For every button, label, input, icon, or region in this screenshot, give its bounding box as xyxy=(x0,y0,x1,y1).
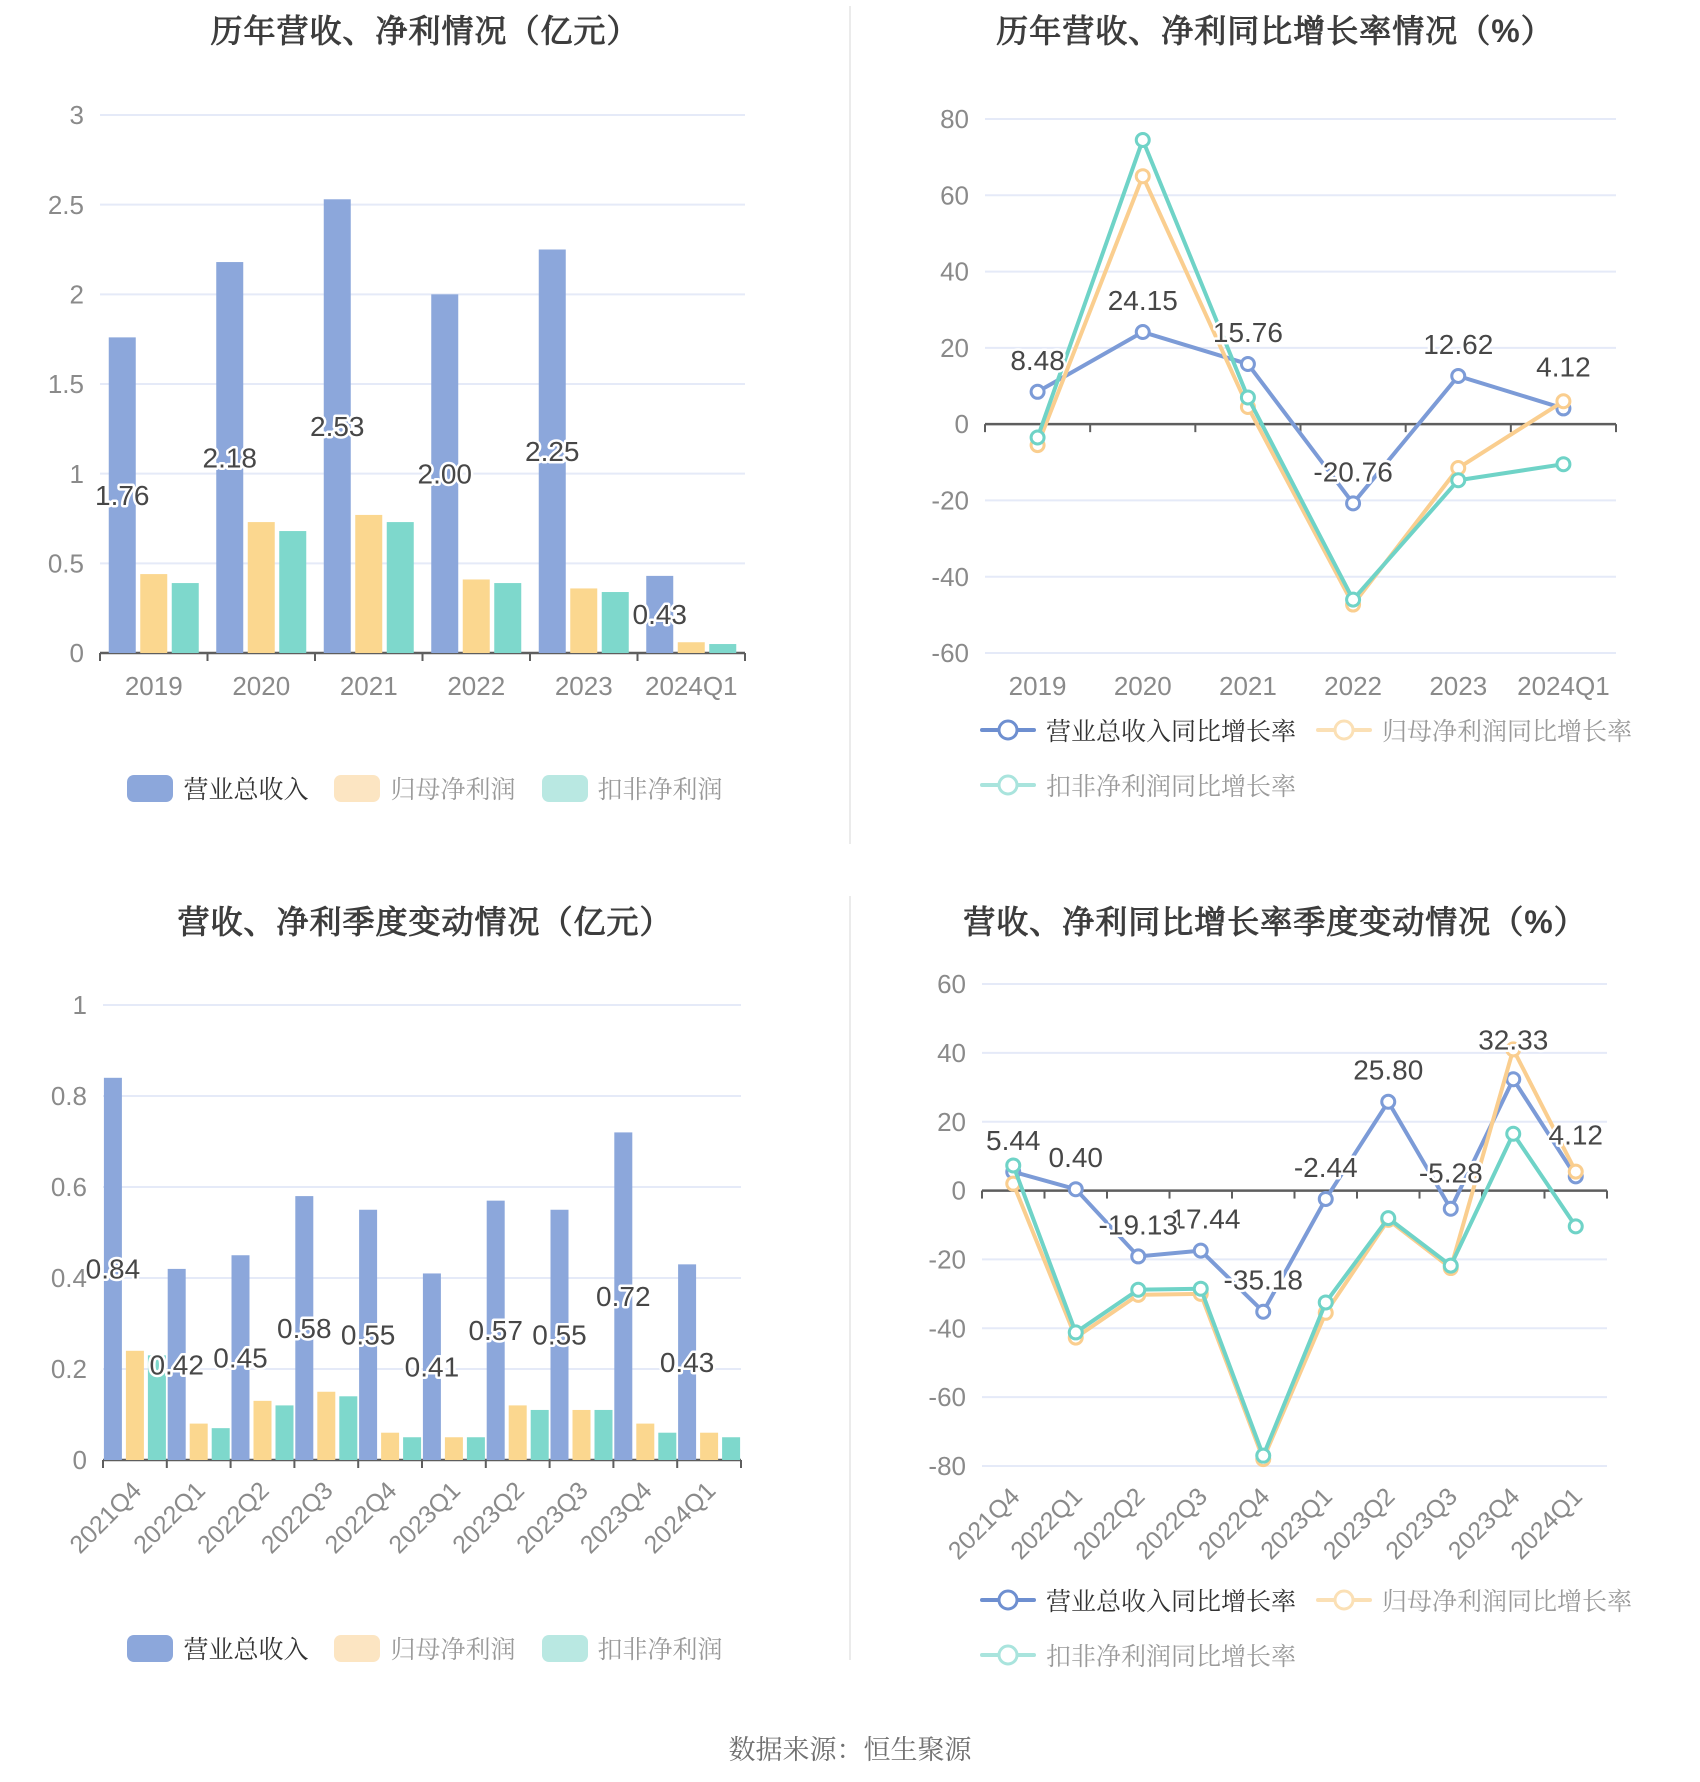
deducted-profit-bar xyxy=(709,644,736,653)
y-axis-label: -80 xyxy=(928,1451,966,1482)
value-label: 25.80 xyxy=(1353,1054,1424,1086)
value-label: -35.18 xyxy=(1223,1264,1303,1296)
value-label: 2.00 xyxy=(417,458,472,490)
legend-item-label: 营业总收入 xyxy=(183,776,309,804)
legend-item-营业总收入同比增长率[interactable] xyxy=(980,712,1296,748)
line-marker xyxy=(1136,133,1149,146)
line-marker xyxy=(1194,1282,1207,1295)
net-profit-bar xyxy=(381,1433,399,1460)
value-label: 2.18 xyxy=(202,442,257,474)
value-label: -2.44 xyxy=(1293,1151,1358,1183)
x-axis-label: 2020 xyxy=(1113,671,1172,701)
x-axis-label: 2022 xyxy=(447,671,506,701)
x-axis-label: 2021Q4 xyxy=(942,1482,1026,1566)
x-axis-label: 2023Q2 xyxy=(447,1476,530,1560)
line-marker xyxy=(1569,1165,1582,1178)
line-marker xyxy=(1007,1159,1020,1172)
value-label: 24.15 xyxy=(1107,285,1178,317)
net-profit-bar xyxy=(570,588,597,653)
y-axis-label: -20 xyxy=(931,485,969,516)
chart-title-quarterly-growth: 营收、净利同比增长率季度变动情况（%） xyxy=(963,904,1587,940)
x-axis-label: 2023Q3 xyxy=(1380,1482,1463,1566)
net-profit-bar xyxy=(678,642,705,653)
x-axis-label: 2023 xyxy=(554,671,613,701)
x-axis-label: 2021Q4 xyxy=(64,1476,148,1560)
line-marker xyxy=(1031,431,1044,444)
legend-item-营业总收入[interactable] xyxy=(127,1630,308,1666)
line-marker xyxy=(1452,474,1465,487)
deducted-profit-bar xyxy=(212,1428,230,1460)
x-axis-label: 2022Q2 xyxy=(1067,1482,1151,1566)
value-label: 32.33 xyxy=(1478,1024,1549,1056)
y-axis-label: 2 xyxy=(69,279,84,310)
value-label: -5.28 xyxy=(1418,1157,1483,1189)
legend-line-icon xyxy=(980,771,1036,799)
value-label: 0.43 xyxy=(659,1346,715,1378)
value-label: 0.72 xyxy=(596,1281,651,1312)
line-marker xyxy=(1241,358,1254,371)
legend-swatch-icon xyxy=(542,775,588,802)
legend-swatch-icon xyxy=(334,1635,380,1662)
y-axis-label: -60 xyxy=(931,638,969,669)
value-label: 0.84 xyxy=(85,1253,141,1285)
line-marker xyxy=(1069,1326,1082,1339)
net-profit-bar xyxy=(636,1424,654,1460)
x-axis-label: 2022Q4 xyxy=(319,1476,403,1560)
legend-item-label: 营业总收入 xyxy=(183,1636,309,1664)
deducted-profit-bar xyxy=(602,592,629,653)
value-label: 4.12 xyxy=(1548,1119,1603,1151)
y-axis-label: 1.5 xyxy=(47,369,84,400)
line-marker xyxy=(1069,1183,1082,1196)
y-axis-label: 0.4 xyxy=(50,1263,87,1294)
y-axis-label: -60 xyxy=(928,1382,966,1413)
y-axis-label: 1 xyxy=(72,990,87,1021)
value-label: 12.62 xyxy=(1423,329,1494,361)
x-axis-label: 2023 xyxy=(1429,671,1488,701)
legend-row xyxy=(980,712,1632,748)
panel-quarterly-amounts xyxy=(0,891,850,1782)
line-marker xyxy=(1136,326,1149,339)
deducted-profit-line xyxy=(1038,140,1564,600)
x-axis-label: 2023Q1 xyxy=(1255,1482,1338,1566)
value-label: 0.55 xyxy=(340,1319,396,1351)
legend-line-icon xyxy=(980,1586,1036,1614)
legend-item-归母净利润同比增长率[interactable] xyxy=(1316,712,1632,748)
legend-swatch-icon xyxy=(127,775,173,802)
legend-item-归母净利润[interactable] xyxy=(334,770,515,806)
value-label: 4.12 xyxy=(1536,351,1591,383)
net-profit-bar xyxy=(355,515,382,653)
panel-yearly-amounts xyxy=(0,0,850,891)
legend-yearly-amounts xyxy=(0,770,850,806)
deducted-profit-bar xyxy=(595,1410,613,1460)
line-marker xyxy=(1452,370,1465,383)
yearly-amounts-chart xyxy=(0,0,850,891)
y-axis-label: 0 xyxy=(72,1445,87,1476)
line-marker xyxy=(1031,385,1044,398)
deducted-profit-bar xyxy=(467,1437,485,1460)
x-axis-label: 2021 xyxy=(1218,671,1277,701)
legend-line-icon xyxy=(1316,716,1372,744)
y-axis-label: 0.8 xyxy=(50,1081,87,1112)
y-axis-label: 60 xyxy=(937,969,966,1000)
x-axis-label: 2022Q1 xyxy=(1005,1482,1088,1566)
line-marker xyxy=(1132,1283,1145,1296)
value-label: 2.53 xyxy=(310,410,365,442)
y-axis-label: 20 xyxy=(940,332,969,363)
net-profit-bar xyxy=(700,1433,718,1460)
line-marker xyxy=(1132,1250,1145,1263)
legend-item-label: 扣非净利润 xyxy=(597,776,723,804)
legend-item-扣非净利润[interactable] xyxy=(542,770,723,806)
y-axis-label: -40 xyxy=(931,561,969,592)
value-label: 0.43 xyxy=(632,599,687,631)
legend-item-label: 归母净利润同比增长率 xyxy=(1382,1588,1633,1616)
legend-item-label: 扣非净利润同比增长率 xyxy=(1046,773,1297,801)
x-axis-label: 2024Q1 xyxy=(638,1476,722,1560)
y-axis-label: 20 xyxy=(937,1106,966,1137)
line-marker xyxy=(1347,497,1360,510)
line-marker xyxy=(1347,593,1360,606)
line-marker xyxy=(1319,1192,1332,1205)
legend-swatch-icon xyxy=(542,1635,588,1662)
deducted-profit-bar xyxy=(494,583,521,653)
x-axis-label: 2022Q1 xyxy=(128,1476,211,1560)
legend-line-icon xyxy=(980,1641,1036,1669)
net-profit-bar xyxy=(445,1437,463,1460)
legend-item-label: 归母净利润同比增长率 xyxy=(1382,718,1633,746)
value-label: 0.58 xyxy=(277,1312,332,1344)
x-axis-label: 2022 xyxy=(1324,671,1383,701)
legend-row xyxy=(980,1637,1632,1673)
value-label: 0.41 xyxy=(404,1351,460,1383)
chart-title-yearly-amounts: 历年营收、净利情况（亿元） xyxy=(210,13,640,49)
line-marker xyxy=(1319,1296,1332,1309)
legend-item-扣非净利润[interactable] xyxy=(542,1630,723,1666)
line-marker xyxy=(1136,170,1149,183)
deducted-profit-bar xyxy=(531,1410,549,1460)
panel-yearly-growth xyxy=(850,0,1700,891)
legend-item-营业总收入[interactable] xyxy=(127,770,308,806)
panel-quarterly-growth xyxy=(850,891,1700,1782)
legend-line-icon xyxy=(980,716,1036,744)
line-marker xyxy=(1257,1305,1270,1318)
net-profit-bar xyxy=(190,1424,208,1460)
legend-item-营业总收入同比增长率[interactable] xyxy=(980,1582,1296,1618)
y-axis-label: -20 xyxy=(928,1244,966,1275)
net-profit-bar xyxy=(126,1351,144,1460)
legend-swatch-icon xyxy=(127,1635,173,1662)
legend-row xyxy=(980,767,1632,803)
value-label: -20.76 xyxy=(1313,456,1393,488)
value-label: -19.13 xyxy=(1098,1209,1178,1241)
deducted-profit-bar xyxy=(276,1405,294,1460)
net-profit-bar xyxy=(317,1392,335,1460)
legend-quarterly-growth xyxy=(980,1582,1632,1673)
x-axis-label: 2022Q4 xyxy=(1192,1482,1276,1566)
y-axis-label: 0.6 xyxy=(50,1172,87,1203)
legend-item-label: 归母净利润 xyxy=(390,1636,516,1664)
legend-line-icon xyxy=(1316,1586,1372,1614)
legend-row xyxy=(980,1582,1632,1618)
line-marker xyxy=(1569,1220,1582,1233)
line-marker xyxy=(1382,1095,1395,1108)
deducted-profit-bar xyxy=(658,1433,676,1460)
data-source-note: 数据来源：恒生聚源 xyxy=(728,1735,972,1765)
value-label: 8.48 xyxy=(1010,344,1065,376)
y-axis-label: 40 xyxy=(940,256,969,287)
legend-item-扣非净利润同比增长率[interactable] xyxy=(980,1637,1296,1673)
value-label: 15.76 xyxy=(1212,317,1283,349)
x-axis-label: 2022Q2 xyxy=(192,1476,275,1560)
x-axis-label: 2019 xyxy=(1008,671,1067,701)
line-marker xyxy=(1557,458,1570,471)
legend-quarterly-amounts xyxy=(0,1630,850,1666)
deducted-profit-bar xyxy=(387,522,414,653)
value-label: 0.45 xyxy=(213,1342,268,1374)
value-label: 0.55 xyxy=(532,1319,587,1351)
net-profit-bar xyxy=(248,522,275,653)
x-axis-label: 2021 xyxy=(339,671,398,701)
x-axis-label: 2024Q1 xyxy=(1505,1482,1588,1566)
net-profit-line xyxy=(1038,176,1564,604)
line-marker xyxy=(1444,1259,1457,1272)
value-label: 1.76 xyxy=(95,479,150,511)
y-axis-label: 0.2 xyxy=(50,1354,87,1385)
net-profit-bar xyxy=(140,574,167,653)
x-axis-label: 2022Q3 xyxy=(255,1476,339,1560)
legend-item-label: 扣非净利润同比增长率 xyxy=(1046,1643,1297,1671)
deducted-profit-bar xyxy=(279,531,306,653)
panel-divider-bottom xyxy=(849,896,851,1660)
line-marker xyxy=(1257,1449,1270,1462)
net-profit-bar xyxy=(573,1410,591,1460)
value-label: -17.44 xyxy=(1161,1203,1241,1235)
y-axis-label: 3 xyxy=(69,100,84,131)
y-axis-label: -40 xyxy=(928,1313,966,1344)
y-axis-label: 0 xyxy=(69,638,84,669)
y-axis-label: 0 xyxy=(951,1175,966,1206)
line-marker xyxy=(1507,1127,1520,1140)
y-axis-label: 40 xyxy=(937,1037,966,1068)
legend-item-扣非净利润同比增长率[interactable] xyxy=(980,767,1296,803)
y-axis-label: 0 xyxy=(954,409,969,440)
legend-item-归母净利润[interactable] xyxy=(334,1630,515,1666)
value-label: 5.44 xyxy=(986,1124,1041,1156)
x-axis-label: 2023Q1 xyxy=(383,1476,467,1560)
net-profit-bar xyxy=(254,1401,272,1460)
chart-title-yearly-growth: 历年营收、净利同比增长率情况（%） xyxy=(996,13,1554,49)
line-marker xyxy=(1507,1073,1520,1086)
line-marker xyxy=(1241,391,1254,404)
deducted-profit-bar xyxy=(722,1437,740,1460)
legend-item-label: 扣非净利润 xyxy=(597,1636,723,1664)
y-axis-label: 0.5 xyxy=(47,548,84,579)
legend-item-归母净利润同比增长率[interactable] xyxy=(1316,1582,1632,1618)
legend-swatch-icon xyxy=(334,775,380,802)
value-label: 0.57 xyxy=(468,1315,523,1347)
legend-yearly-growth xyxy=(980,712,1632,803)
x-axis-label: 2019 xyxy=(124,671,183,701)
x-axis-label: 2024Q1 xyxy=(644,671,738,701)
value-label: 0.40 xyxy=(1048,1142,1103,1174)
value-label: 0.42 xyxy=(149,1349,204,1381)
x-axis-label: 2023Q3 xyxy=(511,1476,594,1560)
legend-item-label: 归母净利润 xyxy=(390,776,516,804)
deducted-profit-bar xyxy=(172,583,199,653)
net-profit-bar xyxy=(463,579,490,653)
line-marker xyxy=(1444,1202,1457,1215)
x-axis-label: 2023Q2 xyxy=(1317,1482,1401,1566)
panel-divider-top xyxy=(849,6,851,844)
y-axis-label: 60 xyxy=(940,180,969,211)
x-axis-label: 2024Q1 xyxy=(1517,671,1610,701)
y-axis-label: 2.5 xyxy=(47,189,84,220)
x-axis-label: 2023Q4 xyxy=(574,1476,658,1560)
x-axis-label: 2022Q3 xyxy=(1130,1482,1213,1566)
x-axis-label: 2023Q4 xyxy=(1442,1482,1526,1566)
line-marker xyxy=(1557,395,1570,408)
value-label: 2.25 xyxy=(525,436,580,468)
y-axis-label: 80 xyxy=(940,104,969,135)
net-profit-bar xyxy=(509,1405,527,1460)
line-marker xyxy=(1194,1244,1207,1257)
line-marker xyxy=(1382,1212,1395,1225)
chart-title-quarterly-amounts: 营收、净利季度变动情况（亿元） xyxy=(177,904,673,940)
deducted-profit-bar xyxy=(339,1396,357,1460)
legend-item-label: 营业总收入同比增长率 xyxy=(1046,1588,1297,1616)
legend-item-label: 营业总收入同比增长率 xyxy=(1046,718,1297,746)
y-axis-label: 1 xyxy=(69,458,84,489)
x-axis-label: 2020 xyxy=(232,671,291,701)
deducted-profit-bar xyxy=(403,1437,421,1460)
